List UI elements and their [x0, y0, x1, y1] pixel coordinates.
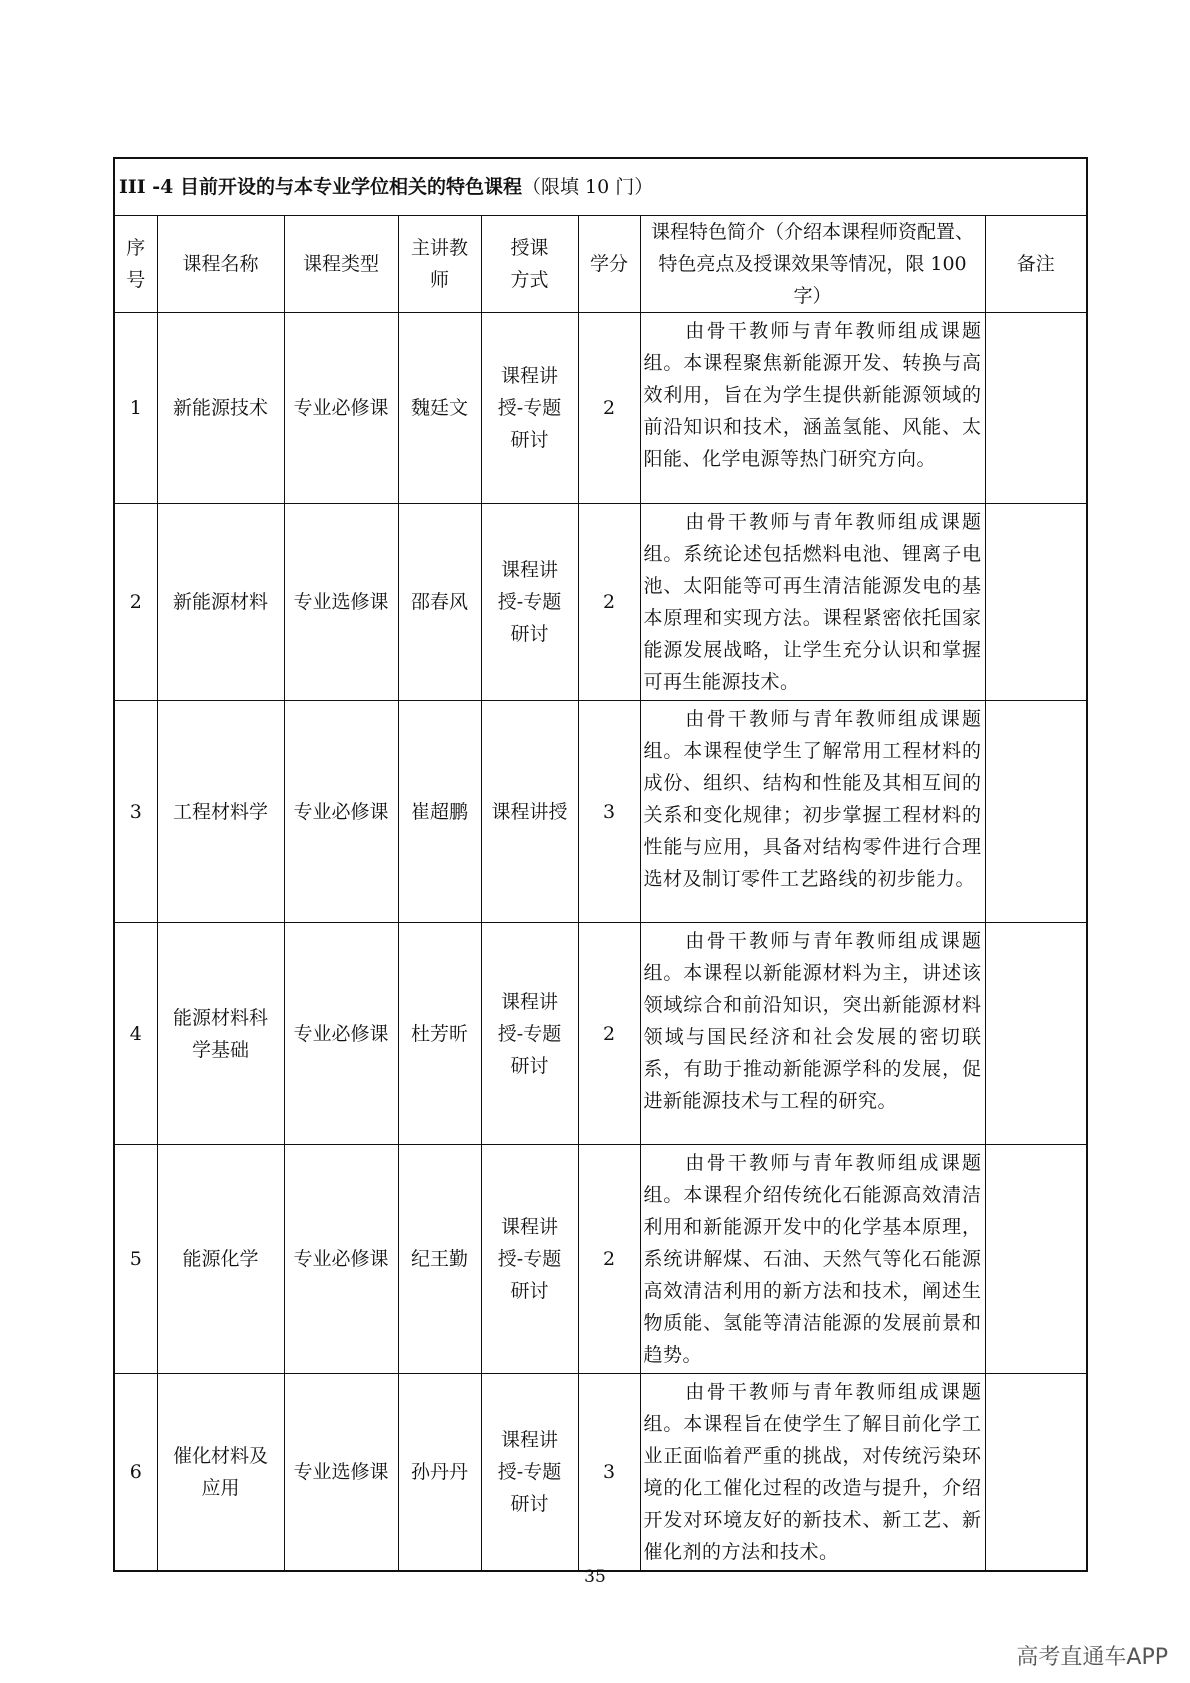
cell-desc: 由骨干教师与青年教师组成课题组。系统论述包括燃料电池、锂离子电池、太阳能等可再生清洁能源发电的基本原理和实现方法。课程紧密依托国家能源发展战略，让学生充分认识和掌握可再生能源技术。 [640, 504, 985, 701]
cell-desc: 由骨干教师与青年教师组成课题组。本课程以新能源材料为主，讲述该领域综合和前沿知识，突出新能源材料领域与国民经济和社会发展的密切联系，有助于推动新能源学科的发展，促进新能源技术与工程的研究。 [640, 923, 985, 1145]
table-title-main: III -4 目前开设的与本专业学位相关的特色课程 [119, 176, 522, 198]
table-row [114, 1145, 1087, 1374]
cell-credit: 2 [578, 313, 640, 504]
cell-seq: 6 [114, 1374, 157, 1572]
cell-remark [985, 1374, 1087, 1572]
table-row [114, 701, 1087, 923]
table-title-row [114, 158, 1087, 216]
table-row [114, 504, 1087, 701]
cell-type: 专业必修课 [284, 1145, 398, 1374]
cell-name: 能源化学 [157, 1145, 284, 1374]
featured-courses-table [113, 157, 1088, 1572]
cell-credit: 3 [578, 1374, 640, 1572]
cell-method: 课程讲授-专题研讨 [481, 1374, 578, 1572]
table-row [114, 923, 1087, 1145]
cell-teacher: 杜芳昕 [398, 923, 481, 1145]
cell-credit: 2 [578, 504, 640, 701]
table-title-note: （限填 10 门） [522, 176, 654, 198]
cell-remark [985, 701, 1087, 923]
cell-method: 课程讲授-专题研讨 [481, 504, 578, 701]
page-number: 35 [584, 1567, 606, 1587]
cell-method: 课程讲授-专题研讨 [481, 1145, 578, 1374]
cell-desc: 由骨干教师与青年教师组成课题组。本课程旨在使学生了解目前化学工业正面临着严重的挑战，对传统污染环境的化工催化过程的改造与提升，介绍开发对环境友好的新技术、新工艺、新催化剂的方法和技术。 [640, 1374, 985, 1572]
cell-type: 专业选修课 [284, 504, 398, 701]
cell-teacher: 孙丹丹 [398, 1374, 481, 1572]
cell-teacher: 崔超鹏 [398, 701, 481, 923]
header-type: 课程类型 [284, 216, 398, 313]
cell-name: 工程材料学 [157, 701, 284, 923]
table-title [114, 158, 1087, 216]
cell-credit: 3 [578, 701, 640, 923]
cell-method: 课程讲授-专题研讨 [481, 923, 578, 1145]
table-row [114, 1374, 1087, 1572]
cell-method: 课程讲授 [481, 701, 578, 923]
cell-name: 新能源技术 [157, 313, 284, 504]
cell-desc: 由骨干教师与青年教师组成课题组。本课程使学生了解常用工程材料的成份、组织、结构和性能及其相互间的关系和变化规律；初步掌握工程材料的性能与应用，具备对结构零件进行合理选材及制订零件工艺路线的初步能力。 [640, 701, 985, 923]
cell-seq: 2 [114, 504, 157, 701]
cell-remark [985, 1145, 1087, 1374]
cell-method: 课程讲授-专题研讨 [481, 313, 578, 504]
cell-desc: 由骨干教师与青年教师组成课题组。本课程介绍传统化石能源高效清洁利用和新能源开发中的化学基本原理，系统讲解煤、石油、天然气等化石能源高效清洁利用的新方法和技术，阐述生物质能、氢能等清洁能源的发展前景和趋势。 [640, 1145, 985, 1374]
cell-remark [985, 504, 1087, 701]
cell-teacher: 邵春风 [398, 504, 481, 701]
cell-remark [985, 923, 1087, 1145]
cell-name: 能源材料科学基础 [157, 923, 284, 1145]
cell-name: 催化材料及应用 [157, 1374, 284, 1572]
header-name: 课程名称 [157, 216, 284, 313]
cell-name: 新能源材料 [157, 504, 284, 701]
cell-teacher: 魏廷文 [398, 313, 481, 504]
cell-type: 专业选修课 [284, 1374, 398, 1572]
header-remark: 备注 [985, 216, 1087, 313]
cell-desc: 由骨干教师与青年教师组成课题组。本课程聚焦新能源开发、转换与高效利用，旨在为学生提供新能源领域的前沿知识和技术，涵盖氢能、风能、太阳能、化学电源等热门研究方向。 [640, 313, 985, 504]
cell-type: 专业必修课 [284, 701, 398, 923]
cell-type: 专业必修课 [284, 313, 398, 504]
header-seq: 序号 [114, 216, 157, 313]
cell-teacher: 纪王勤 [398, 1145, 481, 1374]
header-method: 授课方式 [481, 216, 578, 313]
cell-credit: 2 [578, 1145, 640, 1374]
header-desc: 课程特色简介（介绍本课程师资配置、特色亮点及授课效果等情况，限 100 字） [640, 216, 985, 313]
cell-seq: 1 [114, 313, 157, 504]
cell-seq: 3 [114, 701, 157, 923]
cell-remark [985, 313, 1087, 504]
table-row [114, 313, 1087, 504]
cell-seq: 4 [114, 923, 157, 1145]
cell-type: 专业必修课 [284, 923, 398, 1145]
cell-seq: 5 [114, 1145, 157, 1374]
app-watermark: 高考直通车APP [1016, 1645, 1168, 1670]
header-credit: 学分 [578, 216, 640, 313]
cell-credit: 2 [578, 923, 640, 1145]
header-teacher: 主讲教师 [398, 216, 481, 313]
table-header-row [114, 216, 1087, 313]
